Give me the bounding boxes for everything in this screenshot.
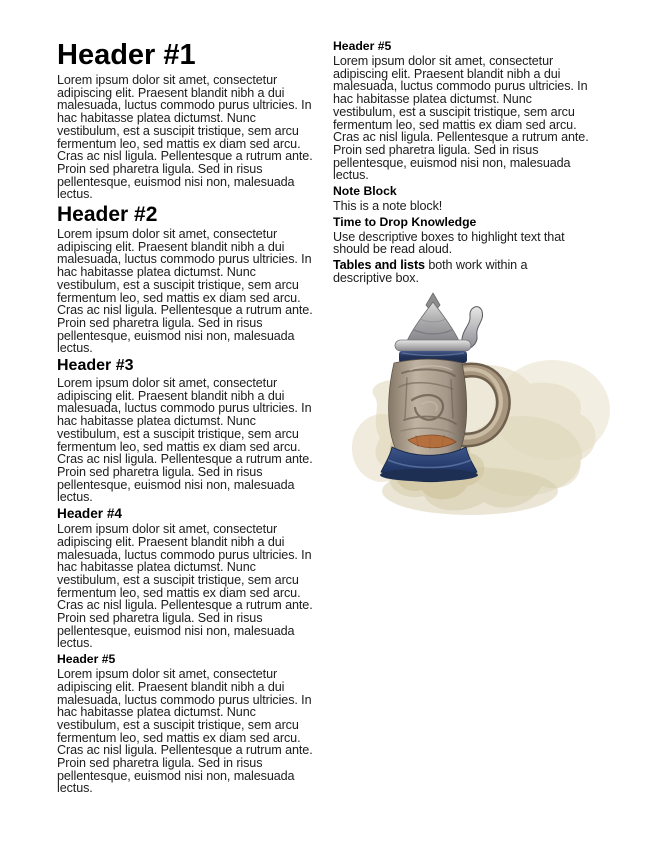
note-block-title: Note Block xyxy=(333,184,397,199)
note-block-text: This is a note block! xyxy=(333,199,443,214)
knowledge-text: Use descriptive boxes to highlight text that should be read aloud. xyxy=(333,229,565,257)
knowledge-title: Time to Drop Knowledge xyxy=(333,214,477,229)
heading-5: Header #5 xyxy=(57,652,116,667)
paragraph: Lorem ipsum dolor sit amet, consectetur adipiscing elit. Praesent blandit nibh a dui malesuada, luctus commodo purus ultricies. In hac habitasse platea dictumst. Nunc vestibulum, est a suscipit tristique, sem arcu fermentum leo, sed mattis ex diam sed arcu. Cras ac nisl ligula. Pellentesque a rutrum ante. Proin sed pharetra ligula. Sed in risus pellentesque, euismod nisi non, malesuada lectus. xyxy=(57,667,313,796)
heading-4: Header #4 xyxy=(57,506,122,522)
heading-5: Header #5 xyxy=(333,39,392,53)
left-column xyxy=(57,40,313,798)
paragraph: Lorem ipsum dolor sit amet, consectetur adipiscing elit. Praesent blandit nibh a dui malesuada, luctus commodo purus ultricies. In hac habitasse platea dictumst. Nunc vestibulum, est a suscipit tristique, sem arcu fermentum leo, sed mattis ex diam sed arcu. Cras ac nisl ligula. Pellentesque a rutrum ante. Proin sed pharetra ligula. Sed in risus pellentesque, euismod nisi non, malesuada lectus. xyxy=(333,54,589,183)
paragraph: Lorem ipsum dolor sit amet, consectetur adipiscing elit. Praesent blandit nibh a dui malesuada, luctus commodo purus ultricies. In hac habitasse platea dictumst. Nunc vestibulum, est a suscipit tristique, sem arcu fermentum leo, sed mattis ex diam sed arcu. Cras ac nisl ligula. Pellentesque a rutrum ante. Proin sed pharetra ligula. Sed in risus pellentesque, euismod nisi non, malesuada lectus. xyxy=(57,227,313,356)
tables-lists-text: Tables and lists both work within a descriptive box. xyxy=(333,258,528,285)
heading-1: Header #1 xyxy=(57,39,196,71)
heading-2: Header #2 xyxy=(57,203,158,227)
paragraph: Lorem ipsum dolor sit amet, consectetur adipiscing elit. Praesent blandit nibh a dui malesuada, luctus commodo purus ultricies. In hac habitasse platea dictumst. Nunc vestibulum, est a suscipit tristique, sem arcu fermentum leo, sed mattis ex diam sed arcu. Cras ac nisl ligula. Pellentesque a rutrum ante. Proin sed pharetra ligula. Sed in risus pellentesque, euismod nisi non, malesuada lectus. xyxy=(57,522,313,651)
heading-3: Header #3 xyxy=(57,357,134,375)
stein-lid xyxy=(395,293,471,351)
beer-stein-illustration xyxy=(352,288,618,524)
paragraph: Lorem ipsum dolor sit amet, consectetur adipiscing elit. Praesent blandit nibh a dui malesuada, luctus commodo purus ultricies. In hac habitasse platea dictumst. Nunc vestibulum, est a suscipit tristique, sem arcu fermentum leo, sed mattis ex diam sed arcu. Cras ac nisl ligula. Pellentesque a rutrum ante. Proin sed pharetra ligula. Sed in risus pellentesque, euismod nisi non, malesuada lectus. xyxy=(57,73,313,202)
tables-lists-bold: Tables and lists xyxy=(333,258,425,273)
paragraph: Lorem ipsum dolor sit amet, consectetur adipiscing elit. Praesent blandit nibh a dui malesuada, luctus commodo purus ultricies. In hac habitasse platea dictumst. Nunc vestibulum, est a suscipit tristique, sem arcu fermentum leo, sed mattis ex diam sed arcu. Cras ac nisl ligula. Pellentesque a rutrum ante. Proin sed pharetra ligula. Sed in risus pellentesque, euismod nisi non, malesuada lectus. xyxy=(57,376,313,505)
